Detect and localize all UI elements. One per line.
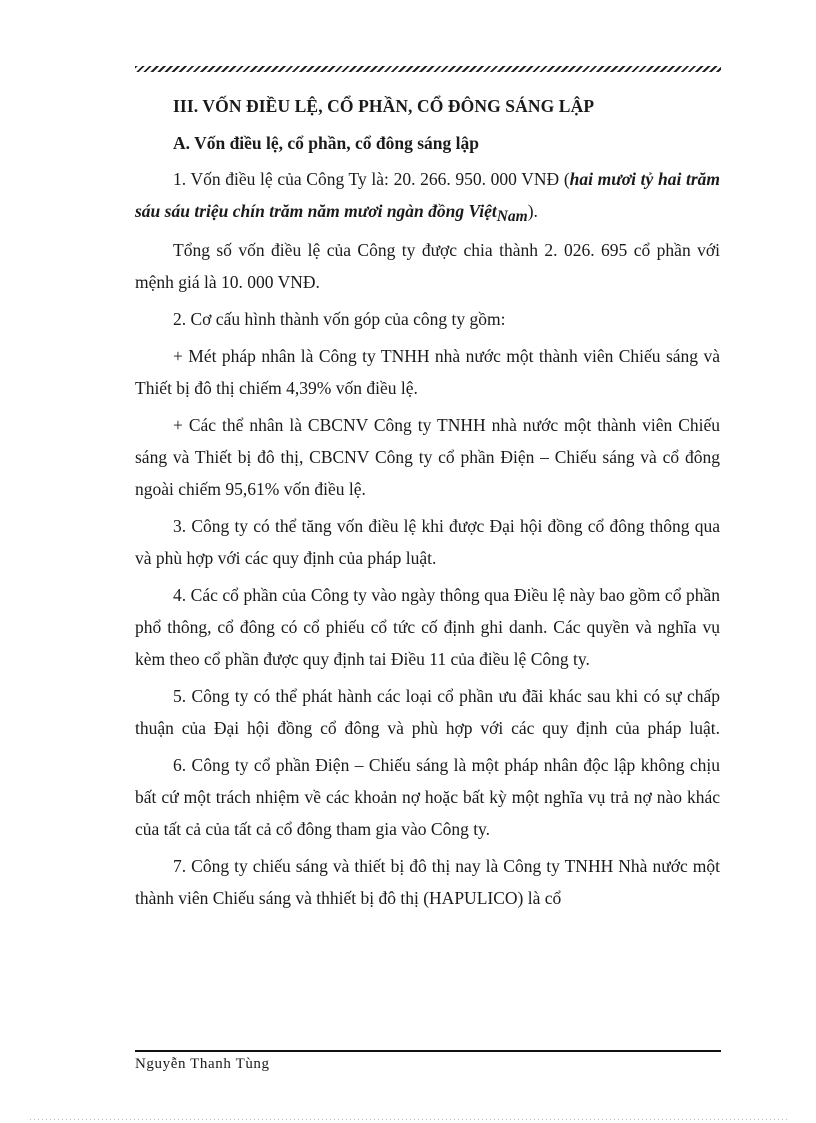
- paragraph-legal-entity-share: + Mét pháp nhân là Công ty TNHH nhà nước một thành viên Chiếu sáng và Thiết bị đô thị chiếm 4,39% vốn điều lệ.: [135, 346, 720, 398]
- paragraph-capital-structure: 2. Cơ cấu hình thành vốn góp của công ty gồm:: [173, 309, 506, 329]
- header-decorative-rule: [135, 66, 721, 72]
- subsection-heading: A. Vốn điều lệ, cổ phần, cổ đông sáng lập: [173, 133, 480, 153]
- paragraph-independent-entity: 6. Công ty cổ phần Điện – Chiếu sáng là một pháp nhân độc lập không chịu bất cứ một trách nhiệm về các khoản nợ hoặc bất kỳ một nghĩa vụ trả nợ nào khác của tất cả của tất cả cổ đông tham gia vào Công ty.: [135, 755, 720, 839]
- paragraph-individual-share: + Các thể nhân là CBCNV Công ty TNHH nhà nước một thành viên Chiếu sáng và Thiết bị đô thị, CBCNV Công ty cổ phần Điện – Chiếu sáng và cổ đông ngoài chiếm 95,61% vốn điều lệ.: [135, 415, 720, 499]
- footer-rule: [135, 1050, 721, 1052]
- page-bottom-dotted-border: [30, 1119, 790, 1120]
- paragraph-preferred-shares: 5. Công ty có thể phát hành các loại cổ phần ưu đãi khác sau khi có sự chấp thuận của Đại hội đồng cổ đông và phù hợp với các quy định của pháp luật.: [135, 686, 720, 738]
- document-body: [135, 90, 720, 919]
- footer-author-name: Nguyễn Thanh Tùng: [135, 1056, 270, 1072]
- paragraph-share-count: Tổng số vốn điều lệ của Công ty được chia thành 2. 026. 695 cổ phần với mệnh giá là 10. 000 VNĐ.: [135, 240, 720, 292]
- paragraph-charter-capital: [135, 163, 720, 229]
- charter-capital-text: 1. Vốn điều lệ của Công Ty là: 20. 266. 950. 000 VNĐ (: [173, 169, 570, 189]
- charter-capital-close: ).: [527, 201, 538, 221]
- paragraph-hapulico: 7. Công ty chiếu sáng và thiết bị đô thị nay là Công ty TNHH Nhà nước một thành viên Chiếu sáng và thhiết bị đô thị (HAPULICO) là cổ: [135, 856, 720, 908]
- charter-capital-in-words: hai mươi tỷ hai trăm sáu sáu triệu chín trăm năm mươi ngàn đồng Việt: [135, 169, 721, 221]
- paragraph-capital-increase: 3. Công ty có thể tăng vốn điều lệ khi được Đại hội đồng cổ đông thông qua và phù hợp với các quy định của pháp luật.: [135, 516, 720, 568]
- charter-capital-in-words-end: Nam: [496, 208, 528, 225]
- section-heading: III. VỐN ĐIỀU LỆ, CỔ PHẦN, CỔ ĐÔNG SÁNG LẬP: [173, 96, 595, 116]
- paragraph-share-types: 4. Các cổ phần của Công ty vào ngày thông qua Điều lệ này bao gồm cổ phần phổ thông, cổ đông có cổ phiếu cổ tức cố định ghi danh. Các quyền và nghĩa vụ kèm theo cổ phần được quy định tai Điều 11 của điều lệ Công ty.: [135, 585, 720, 669]
